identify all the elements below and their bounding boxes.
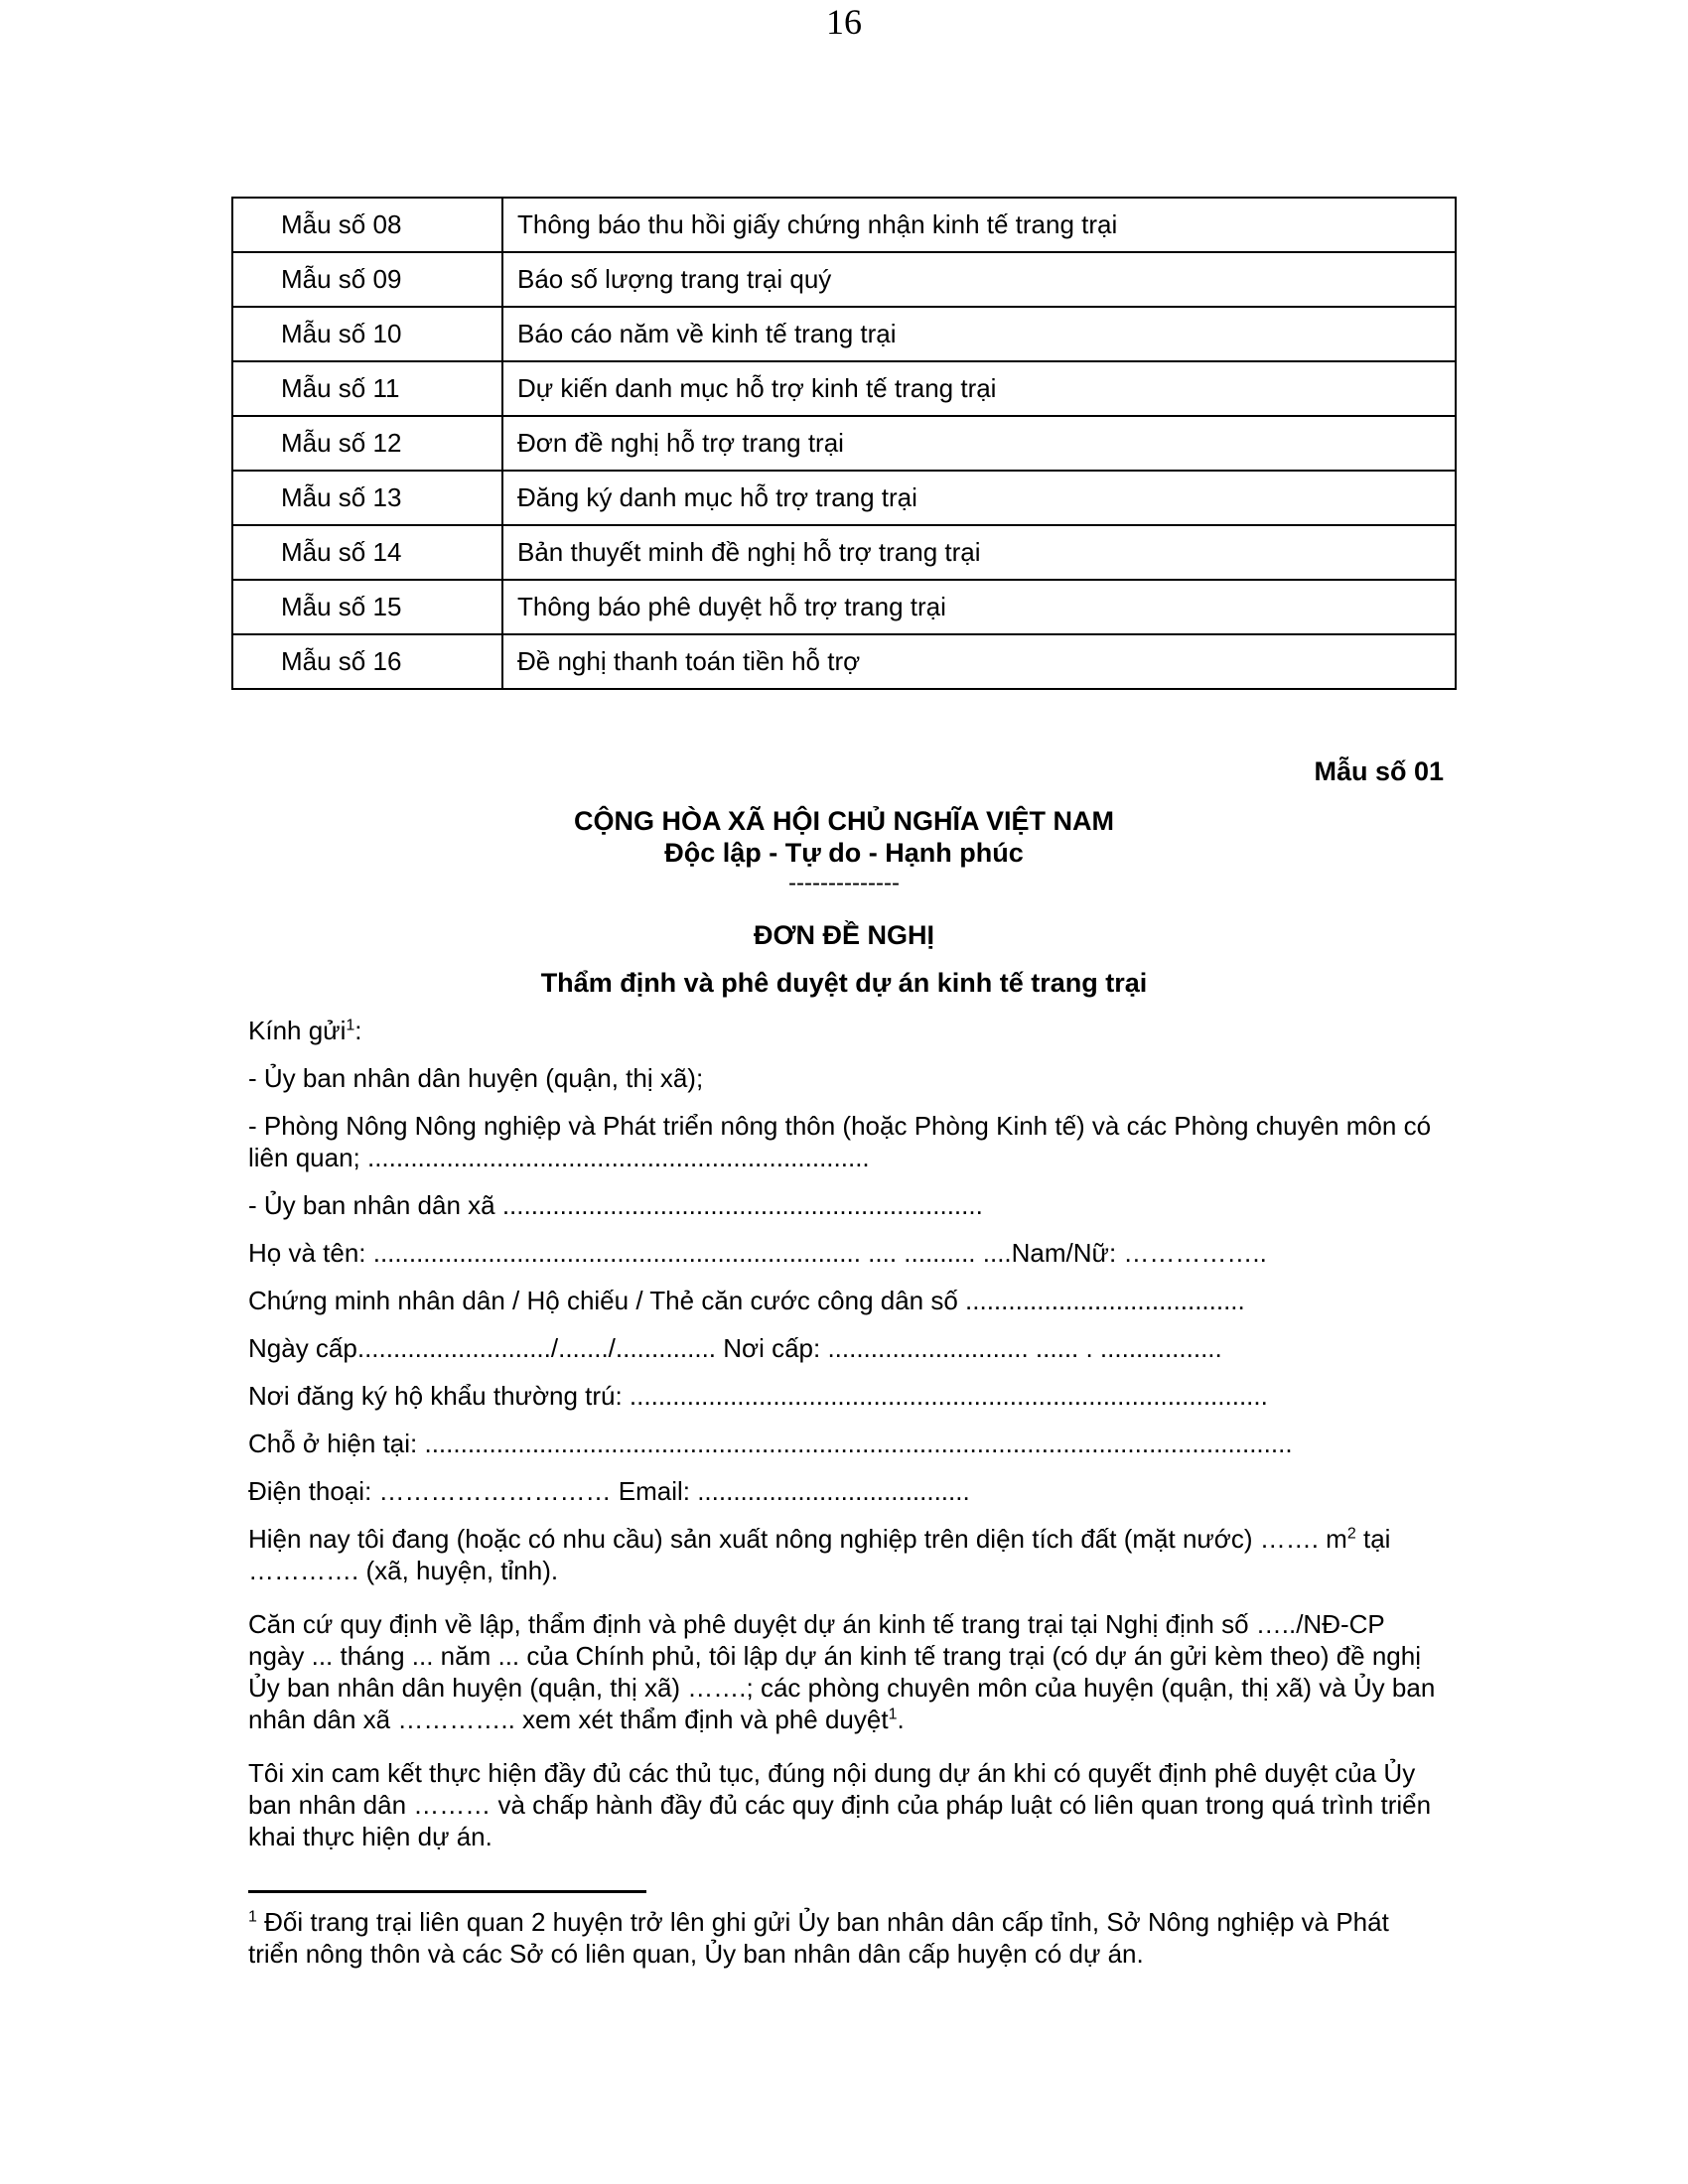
field-current-address: Chỗ ở hiện tại: ......................................................................................................................... [248,1429,1293,1458]
area-text-end: tại …………. (xã, huyện, tỉnh). [248,1524,1391,1585]
basis-paragraph [248,1608,1446,1735]
form-code-cell: Mẫu số 09 [232,252,502,307]
form-title-cell: Thông báo phê duyệt hỗ trợ trang trại [502,580,1456,634]
footnote [248,1906,1446,1970]
table-row [232,525,1456,580]
field-issue-date-place: Ngày cấp.........................../......./.............. Nơi cấp: ............................ ...... . ................. [248,1333,1222,1363]
footnote-separator [248,1890,646,1893]
form-code-cell: Mẫu số 08 [232,198,502,252]
table-row [232,634,1456,689]
form-body [248,1015,1446,1869]
document-subtitle: Thẩm định và phê duyệt dự án kinh tế trang trại [540,968,1148,998]
basis-end: . [897,1705,905,1734]
national-title: CỘNG HÒA XÃ HỘI CHỦ NGHĨA VIỆT NAM [573,806,1114,836]
form-code-cell: Mẫu số 11 [232,361,502,416]
table-row [232,361,1456,416]
recipient-line: - Ủy ban nhân dân xã ................................................................... [248,1190,983,1220]
field-registered-address: Nơi đăng ký hộ khẩu thường trú: ......................................................................................... [248,1381,1268,1411]
field-full-name: Họ và tên: .................................................................... .... .......... ....Nam/Nữ: …………….. [248,1238,1267,1268]
salutation-text: Kính gửi [248,1016,347,1045]
form-title-cell: Thông báo thu hồi giấy chứng nhận kinh tế trang trại [502,198,1456,252]
table-row [232,307,1456,361]
table-row [232,471,1456,525]
field-phone-email: Điện thoại: ……………………… Email: ...................................... [248,1476,970,1506]
area-paragraph [248,1523,1446,1586]
field-id-number: Chứng minh nhân dân / Hộ chiếu / Thẻ căn cước công dân số ....................................... [248,1286,1245,1315]
form-title-cell: Báo số lượng trang trại quý [502,252,1456,307]
footnote-marker: 1 [888,1706,898,1723]
recipient-line: - Ủy ban nhân dân huyện (quận, thị xã); [248,1063,704,1093]
form-title-cell: Dự kiến danh mục hỗ trợ kinh tế trang trại [502,361,1456,416]
area-text: Hiện nay tôi đang (hoặc có nhu cầu) sản xuất nông nghiệp trên diện tích đất (mặt nước) ……. m [248,1524,1347,1554]
table-row [232,198,1456,252]
motto-divider: -------------- [788,870,900,896]
form-code-cell: Mẫu số 15 [232,580,502,634]
form-list-table [231,197,1457,690]
table-row [232,416,1456,471]
footnote-marker: 1 [346,1017,355,1034]
table-row [232,252,1456,307]
form-title-cell: Đề nghị thanh toán tiền hỗ trợ [502,634,1456,689]
salutation [248,1015,1446,1046]
form-code-cell: Mẫu số 13 [232,471,502,525]
document-title: ĐƠN ĐỀ NGHỊ [753,920,935,950]
footnote-text: Đối trang trại liên quan 2 huyện trở lên ghi gửi Ủy ban nhân dân cấp tỉnh, Sở Nông nghiệp và Phát triển nông thôn và các Sở có liên quan, Ủy ban nhân dân cấp huyện có dự án. [248,1907,1389,1969]
footnote-number: 1 [248,1908,257,1926]
area-superscript: 2 [1346,1525,1356,1543]
form-title-cell: Đơn đề nghị hỗ trợ trang trại [502,416,1456,471]
form-number-label: Mẫu số 01 [1314,756,1444,786]
form-code-cell: Mẫu số 10 [232,307,502,361]
commitment-paragraph: Tôi xin cam kết thực hiện đầy đủ các thủ tục, đúng nội dung dự án khi có quyết định phê duyệt của Ủy ban nhân dân ……… và chấp hành đầy đủ các quy định của pháp luật có liên quan trong quá trình triển khai thực hiện dự án. [248,1758,1432,1851]
form-title-cell: Báo cáo năm về kinh tế trang trại [502,307,1456,361]
form-code-cell: Mẫu số 16 [232,634,502,689]
basis-text: Căn cứ quy định về lập, thẩm định và phê duyệt dự án kinh tế trang trại tại Nghị định số …../NĐ-CP ngày ... tháng ... năm ... của Chính phủ, tôi lập dự án kinh tế trang trại (có dự án gửi kèm theo) đề nghị Ủy ban nhân dân huyện (quận, thị xã) …….; các phòng chuyên môn của huyện (quận, thị xã) và Ủy ban nhân dân xã ………….. xem xét thẩm định và phê duyệt [248,1609,1436,1734]
salutation-colon: : [354,1016,362,1045]
recipient-line: - Phòng Nông Nông nghiệp và Phát triển nông thôn (hoặc Phòng Kinh tế) và các Phòng chuyên môn có liên quan; ...................................................................... [248,1111,1432,1172]
form-title-cell: Đăng ký danh mục hỗ trợ trang trại [502,471,1456,525]
national-motto: Độc lập - Tự do - Hạnh phúc [664,838,1024,868]
page-number: 16 [826,2,862,42]
form-title-cell: Bản thuyết minh đề nghị hỗ trợ trang trại [502,525,1456,580]
form-code-cell: Mẫu số 14 [232,525,502,580]
form-code-cell: Mẫu số 12 [232,416,502,471]
table-row [232,580,1456,634]
